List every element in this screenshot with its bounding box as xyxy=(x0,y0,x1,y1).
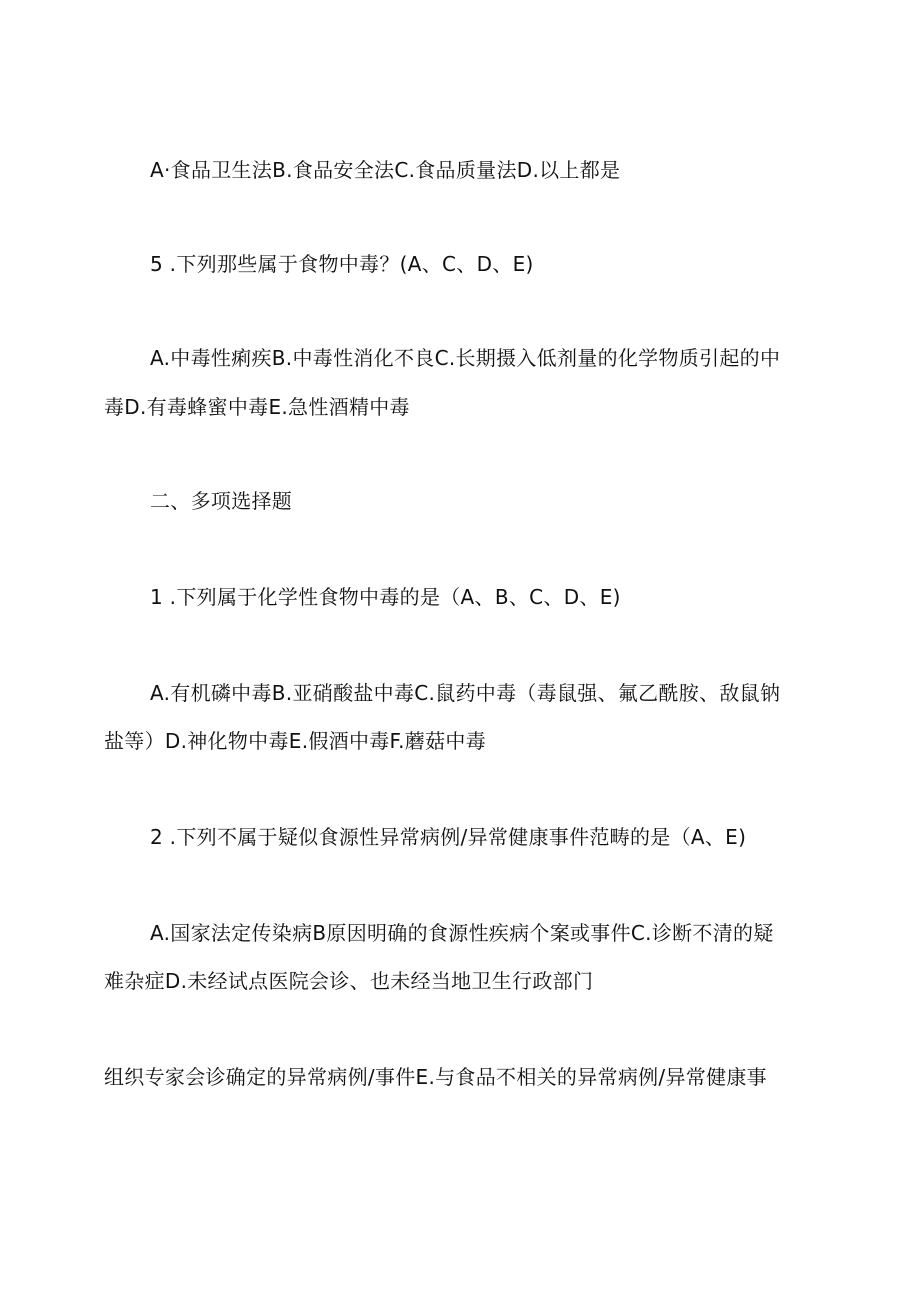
answer-options-q5-continued: 毒D.有毒蜂蜜中毒E.急性酒精中毒 xyxy=(104,395,410,419)
answer-options-q1-continued: 盐等）D.神化物中毒E.假酒中毒F.蘑菇中毒 xyxy=(104,729,486,753)
answer-options-q2-continued: 难杂症D.未经试点医院会诊、也未经当地卫生行政部门 xyxy=(104,969,594,993)
answer-options-q1: A.有机磷中毒B.亚硝酸盐中毒C.鼠药中毒（毒鼠强、氟乙酰胺、敌鼠钠 xyxy=(150,681,781,705)
answer-options-q2-continued-2: 组织专家会诊确定的异常病例/事件E.与食品不相关的异常病例/异常健康事 xyxy=(104,1065,767,1089)
question-1: 1 .下列属于化学性食物中毒的是（A、B、C、D、E) xyxy=(150,585,621,609)
answer-options-q4: A·食品卫生法B.食品安全法C.食品质量法D.以上都是 xyxy=(150,158,621,182)
answer-options-q5: A.中毒性痢疾B.中毒性消化不良C.长期摄入低剂量的化学物质引起的中 xyxy=(150,346,781,370)
answer-options-q2: A.国家法定传染病B原因明确的食源性疾病个案或事件C.诊断不清的疑 xyxy=(150,921,774,945)
question-2: 2 .下列不属于疑似食源性异常病例/异常健康事件范畴的是（A、E) xyxy=(150,825,747,849)
question-5: 5 .下列那些属于食物中毒？(A、C、D、E) xyxy=(150,252,534,276)
section-heading-multiple-choice: 二、多项选择题 xyxy=(150,489,293,513)
